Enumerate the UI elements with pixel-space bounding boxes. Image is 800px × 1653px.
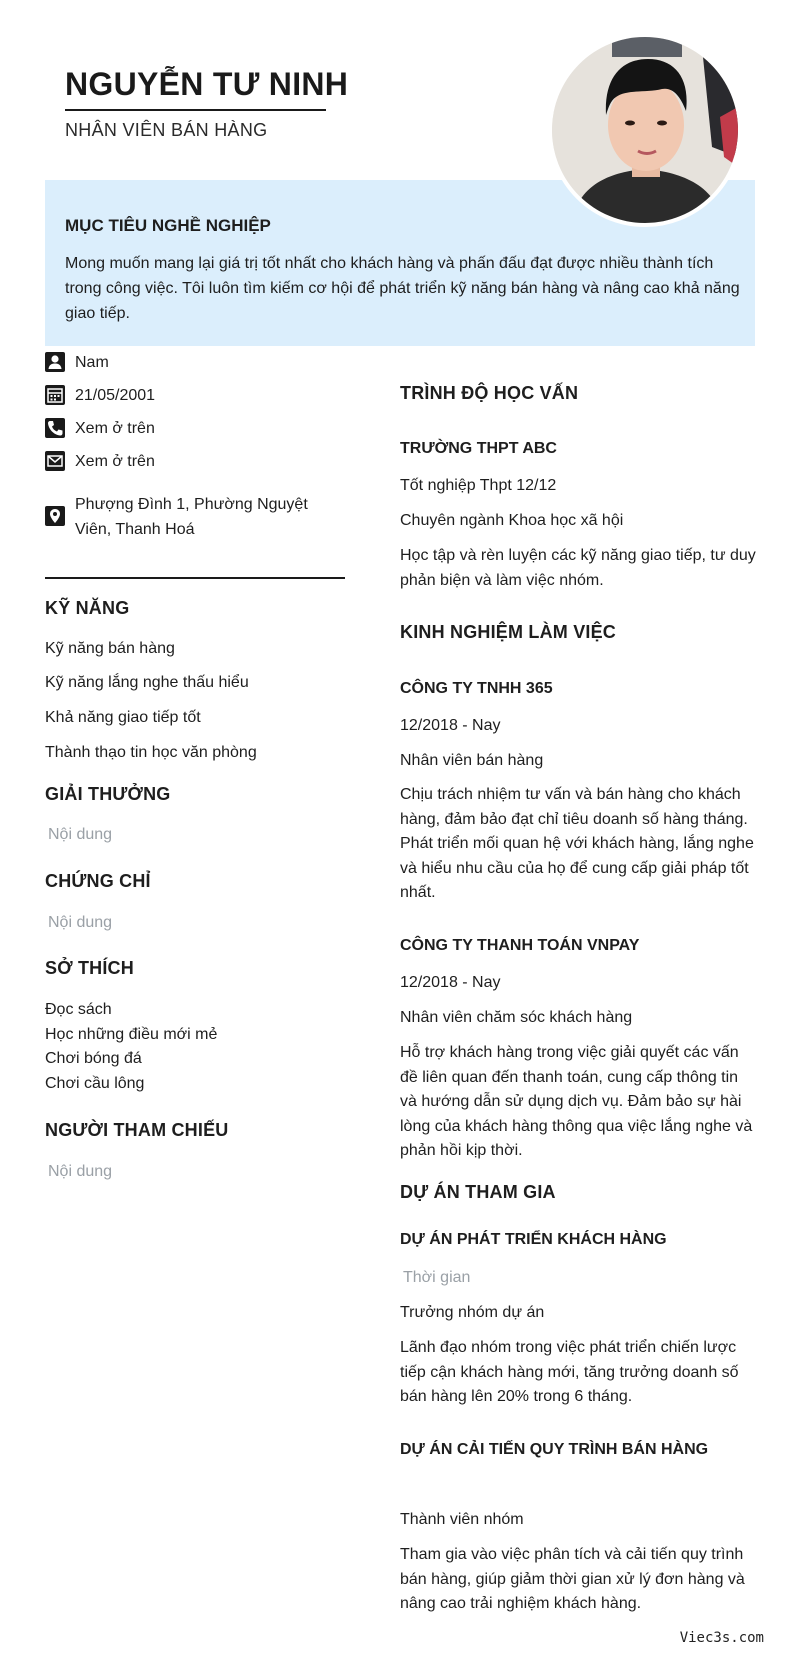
avatar-photo: [552, 37, 738, 223]
user-icon: [45, 352, 65, 372]
awards-content: Nội dung: [48, 826, 113, 843]
education-major: Chuyên ngành Khoa học xã hội: [400, 512, 624, 529]
job-description: Chịu trách nhiệm tư vấn và bán hàng cho khách hàng, đảm bảo đạt chỉ tiêu doanh số hàng tháng. Phát triển mối quan hệ với khách hàng, lắng nghe và hiểu nhu cầu của họ để cung cấp giải pháp tốt nhất.: [400, 786, 754, 901]
hobby-item: Chơi cầu lông: [45, 1075, 145, 1092]
education-degree: Tốt nghiệp Thpt 12/12: [400, 477, 557, 494]
references-title: NGƯỜI THAM CHIẾU: [45, 1120, 229, 1140]
skill-item: Khả năng giao tiếp tốt: [45, 709, 201, 726]
education-description: Học tập và rèn luyện các kỹ năng giao tiếp, tư duy phản biện và làm việc nhóm.: [400, 547, 756, 589]
project-role: Thành viên nhóm: [400, 1511, 524, 1528]
info-gender: [45, 350, 345, 375]
education-title: TRÌNH ĐỘ HỌC VẤN: [400, 383, 579, 403]
hobby-item: Đọc sách: [45, 1001, 112, 1018]
site-watermark: Viec3s.com: [679, 1630, 764, 1646]
objective-text: Mong muốn mang lại giá trị tốt nhất cho khách hàng và phấn đấu đạt được nhiều thành tích trong công việc. Tôi luôn tìm kiếm cơ hội để phát triển kỹ năng bán hàng và nâng cao khả năng giao tiếp.: [65, 255, 740, 322]
projects-title: DỰ ÁN THAM GIA: [400, 1182, 556, 1202]
certificates-title: CHỨNG CHỈ: [45, 871, 151, 891]
school-name: TRƯỜNG THPT ABC: [400, 440, 557, 457]
hobbies-title: SỞ THÍCH: [45, 958, 134, 978]
calendar-icon: [45, 385, 65, 405]
project-description: Lãnh đạo nhóm trong việc phát triển chiến lược tiếp cận khách hàng mới, tăng trưởng doanh số bán hàng lên 20% trong 6 tháng.: [400, 1339, 739, 1405]
project-time: Thời gian: [403, 1269, 471, 1286]
project-role: Trưởng nhóm dự án: [400, 1304, 545, 1321]
project-description: Tham gia vào việc phân tích và cải tiến quy trình bán hàng, giúp giảm thời gian xử lý đơn hàng và nâng cao trải nghiệm khách hàng.: [400, 1546, 745, 1612]
skills-title: KỸ NĂNG: [45, 598, 130, 618]
certificates-content: Nội dung: [48, 914, 113, 931]
job-description: Hỗ trợ khách hàng trong việc giải quyết các vấn đề liên quan đến thanh toán, cung cấp thông tin và hướng dẫn sử dụng dịch vụ. Đảm bảo sự hài lòng của khách hàng thông qua việc lắng nghe và phản hồi kịp thời.: [400, 1044, 753, 1159]
project-name: DỰ ÁN CẢI TIẾN QUY TRÌNH BÁN HÀNG: [400, 1441, 709, 1458]
left-divider: [45, 577, 345, 579]
location-pin-icon: [45, 506, 65, 526]
hobby-item: Học những điều mới mẻ: [45, 1026, 218, 1043]
phone-value: Xem ở trên: [75, 420, 155, 437]
company-name: CÔNG TY TNHH 365: [400, 680, 553, 697]
skill-item: Kỹ năng bán hàng: [45, 640, 175, 657]
company-name: CÔNG TY THANH TOÁN VNPAY: [400, 937, 640, 954]
email-value: Xem ở trên: [75, 453, 155, 470]
job-period: 12/2018 - Nay: [400, 974, 501, 991]
info-phone: [45, 416, 345, 441]
job-period: 12/2018 - Nay: [400, 717, 501, 734]
phone-icon: [45, 418, 65, 438]
gender-value: Nam: [75, 354, 109, 371]
candidate-name: NGUYỄN TƯ NINH: [65, 66, 349, 102]
info-email: [45, 449, 345, 474]
job-title: NHÂN VIÊN BÁN HÀNG: [65, 120, 268, 140]
hobby-item: Chơi bóng đá: [45, 1050, 142, 1067]
objective-title: MỤC TIÊU NGHỀ NGHIỆP: [65, 216, 271, 235]
experience-title: KINH NGHIỆM LÀM VIỆC: [400, 622, 617, 642]
project-name: DỰ ÁN PHÁT TRIỂN KHÁCH HÀNG: [400, 1231, 667, 1248]
skill-item: Kỹ năng lắng nghe thấu hiểu: [45, 674, 249, 691]
info-address: [45, 492, 345, 542]
skill-item: Thành thạo tin học văn phòng: [45, 744, 257, 761]
address-value: Phượng Đình 1, Phường Nguyệt Viên, Thanh Hoá: [75, 496, 308, 538]
references-content: Nội dung: [48, 1163, 113, 1180]
birthday-value: 21/05/2001: [75, 387, 156, 404]
mail-icon: [45, 451, 65, 471]
name-underline: [65, 109, 326, 111]
avatar: [548, 33, 742, 227]
info-birthday: [45, 383, 345, 408]
awards-title: GIẢI THƯỞNG: [45, 784, 171, 804]
job-position: Nhân viên chăm sóc khách hàng: [400, 1009, 633, 1026]
job-position: Nhân viên bán hàng: [400, 752, 544, 769]
